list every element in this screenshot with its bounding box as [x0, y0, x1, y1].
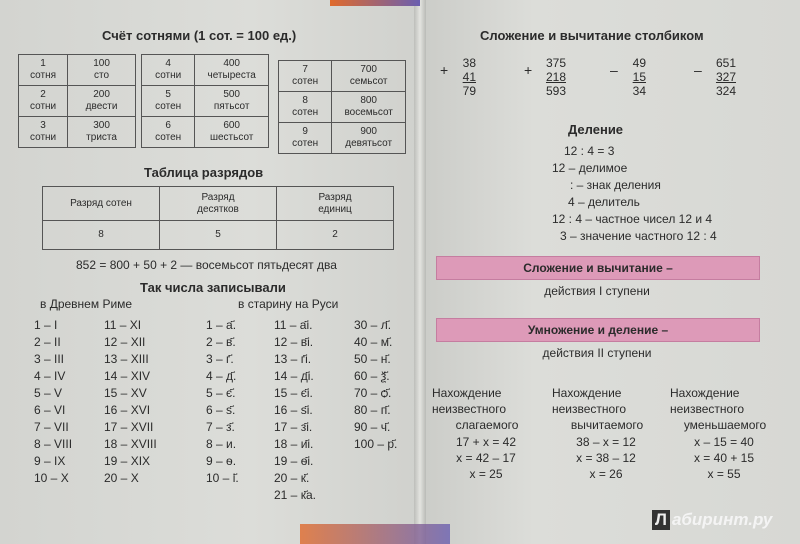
ranks-example: 852 = 800 + 50 + 2 — восемьсот пятьдесят два — [76, 258, 337, 272]
numeral-entry: 2 – II — [34, 335, 61, 349]
column-operand-r: 34 — [632, 84, 646, 98]
column-operand-r: 79 — [462, 84, 476, 98]
ranks-header-units: Разряд единиц — [277, 187, 394, 221]
hundreds-cell: 9 сотен — [279, 123, 332, 154]
equation-line: x = 55 — [707, 467, 741, 481]
equation-line: x = 42 – 17 — [456, 451, 516, 465]
numeral-entry: 7 – з҃. — [206, 420, 235, 434]
hundreds-cell: 4 сотни — [142, 55, 195, 86]
numeral-entry: 18 – и҃і. — [274, 437, 314, 451]
book-spine — [414, 0, 426, 544]
cover-edge-bottom — [300, 524, 450, 544]
numeral-entry: 50 – н҃. — [354, 352, 391, 366]
numeral-entry: 16 – ѕ҃і. — [274, 403, 313, 417]
rus-column-2 — [274, 317, 316, 504]
numeral-entry: 7 – VII — [34, 420, 69, 434]
ranks-header-tens: Разряд десятков — [160, 187, 277, 221]
division-line: : – знак деления — [570, 178, 661, 192]
find-heading-line: Нахождение — [432, 386, 502, 400]
hundreds-cell: 100 сто — [68, 55, 136, 86]
rus-column-3 — [354, 317, 397, 453]
hundreds-cell: 5 сотен — [142, 86, 195, 117]
column-operand-b: 327 — [715, 70, 736, 84]
hundreds-cell: 400 четыреста — [195, 55, 269, 86]
numeral-entry: 3 – г҃. — [206, 352, 234, 366]
numeral-entry: 60 – ѯ҃. — [354, 369, 390, 383]
numeral-entry: 4 – IV — [34, 369, 66, 383]
find-unknown-equations — [554, 434, 658, 482]
equation-line: x = 38 – 12 — [576, 451, 636, 465]
hundreds-cell: 900 девятьсот — [332, 123, 406, 154]
hundreds-cell: 2 сотни — [19, 86, 68, 117]
action-box-2-subtitle: действия II ступени — [542, 346, 652, 360]
column-operand-a: 49 — [632, 56, 646, 70]
hundreds-cell: 6 сотен — [142, 117, 195, 148]
find-heading-line: неизвестного — [670, 402, 745, 416]
numeral-entry: 19 – XIX — [104, 454, 151, 468]
hundreds-table-2 — [141, 54, 269, 148]
division-line: 12 – делимое — [552, 161, 628, 175]
numeral-entry: 11 – а҃і. — [274, 318, 313, 332]
numeral-entry: 9 – IX — [34, 454, 66, 468]
rome-subtitle: в Древнем Риме — [40, 297, 133, 311]
hundreds-cell: 800 восемьсот — [332, 92, 406, 123]
hundreds-title: Счёт сотнями (1 сот. = 100 ед.) — [102, 28, 297, 43]
numeral-entry: 80 – п҃. — [354, 403, 391, 417]
numeral-entry: 1 – I — [34, 318, 58, 332]
hundreds-cell: 600 шестьсот — [195, 117, 269, 148]
columns-title: Сложение и вычитание столбиком — [480, 28, 704, 43]
numeral-entry: 17 – XVII — [104, 420, 154, 434]
numeral-entry: 5 – є҃. — [206, 386, 236, 400]
numeral-entry: 13 – г҃і. — [274, 352, 312, 366]
numerals-title: Так числа записывали — [140, 280, 286, 295]
ranks-header-hundreds: Разряд сотен — [43, 187, 160, 221]
find-unknown-equations — [672, 434, 776, 482]
numeral-entry: 2 – в҃. — [206, 335, 236, 349]
division-line: 12 : 4 – частное чисел 12 и 4 — [552, 212, 713, 226]
numeral-entry: 20 – к҃. — [274, 471, 310, 485]
numeral-entry: 90 – ч҃. — [354, 420, 391, 434]
hundreds-cell: 200 двести — [68, 86, 136, 117]
find-unknown-heading — [670, 386, 780, 434]
division-line: 3 – значение частного 12 : 4 — [560, 229, 717, 243]
numeral-entry: 6 – ѕ҃. — [206, 403, 236, 417]
column-operand-b: 218 — [545, 70, 566, 84]
equation-line: x – 15 = 40 — [694, 435, 754, 449]
find-heading-line: уменьшаемого — [683, 418, 767, 432]
watermark — [652, 510, 772, 530]
ranks-title: Таблица разрядов — [144, 165, 264, 180]
rus-column-1 — [206, 317, 239, 487]
operation-sign: + — [440, 62, 449, 78]
numeral-entry: 40 – м҃. — [354, 335, 393, 349]
numeral-entry: 16 – XVI — [104, 403, 151, 417]
numeral-entry: 10 – і҃. — [206, 471, 239, 485]
action-box-1-title: Сложение и вычитание – — [436, 256, 760, 280]
numeral-entry: 3 – III — [34, 352, 65, 366]
numeral-entry: 15 – є҃і. — [274, 386, 313, 400]
cover-edge-top — [330, 0, 420, 6]
hundreds-cell: 300 триста — [68, 117, 136, 148]
ranks-value-hundreds: 8 — [43, 221, 160, 250]
watermark-text: абиринт.ру — [671, 510, 773, 529]
hundreds-cell: 700 семьсот — [332, 61, 406, 92]
ranks-value-units: 2 — [277, 221, 394, 250]
numeral-entry: 8 – VIII — [34, 437, 73, 451]
find-heading-line: неизвестного — [552, 402, 627, 416]
rus-subtitle: в старину на Руси — [238, 297, 339, 311]
numeral-entry: 11 – XI — [104, 318, 142, 332]
numeral-entry: 20 – X — [104, 471, 139, 485]
column-calculation — [706, 56, 736, 98]
division-lines — [530, 144, 760, 246]
column-calculation — [536, 56, 566, 98]
rome-column-1 — [34, 317, 72, 487]
column-operand-b: 15 — [632, 70, 646, 84]
column-calculation — [452, 56, 476, 98]
numeral-entry: 12 – XII — [104, 335, 146, 349]
find-heading-line: Нахождение — [670, 386, 740, 400]
column-operand-a: 375 — [545, 56, 566, 70]
hundreds-cell: 500 пятьсот — [195, 86, 269, 117]
operation-sign: – — [694, 62, 702, 78]
watermark-logo-letter: Л — [652, 510, 670, 530]
numeral-entry: 5 – V — [34, 386, 63, 400]
hundreds-table-3 — [278, 60, 406, 154]
numeral-entry: 30 – л҃. — [354, 318, 392, 332]
numeral-entry: 14 – XIV — [104, 369, 151, 383]
numeral-entry: 19 – ѳ҃і. — [274, 454, 314, 468]
find-unknown-heading — [432, 386, 542, 434]
find-unknown-equations — [434, 434, 538, 482]
column-calculation — [622, 56, 646, 98]
rome-column-2 — [104, 317, 157, 487]
division-line: 12 : 4 = 3 — [564, 144, 615, 158]
hundreds-cell: 8 сотен — [279, 92, 332, 123]
numeral-entry: 15 – XV — [104, 386, 147, 400]
operation-sign: – — [610, 62, 618, 78]
hundreds-table-1 — [18, 54, 136, 148]
find-heading-line: Нахождение — [552, 386, 622, 400]
hundreds-cell: 7 сотен — [279, 61, 332, 92]
numeral-entry: 17 – з҃і. — [274, 420, 313, 434]
hundreds-cell: 1 сотня — [19, 55, 68, 86]
numeral-entry: 1 – а҃. — [206, 318, 237, 332]
find-heading-line: неизвестного — [432, 402, 507, 416]
action-box-1-subtitle: действия I ступени — [544, 284, 650, 298]
equation-line: x = 40 + 15 — [693, 451, 755, 465]
column-operand-r: 593 — [545, 84, 566, 98]
equation-line: x = 25 — [469, 467, 503, 481]
division-line: 4 – делитель — [568, 195, 640, 209]
column-operand-b: 41 — [462, 70, 476, 84]
column-operand-r: 324 — [715, 84, 736, 98]
ranks-value-tens: 5 — [160, 221, 277, 250]
find-unknown-heading — [552, 386, 662, 434]
numeral-entry: 12 – в҃і. — [274, 335, 314, 349]
numeral-entry: 100 – р҃. — [354, 437, 398, 451]
numeral-entry: 70 – ѻ҃. — [354, 386, 392, 400]
numeral-entry: 10 – X — [34, 471, 69, 485]
action-box-2-title: Умножение и деление – — [436, 318, 760, 342]
numeral-entry: 4 – д҃. — [206, 369, 237, 383]
equation-line: x = 26 — [589, 467, 623, 481]
numeral-entry: 13 – XIII — [104, 352, 149, 366]
numeral-entry: 6 – VI — [34, 403, 66, 417]
hundreds-cell: 3 сотни — [19, 117, 68, 148]
operation-sign: + — [524, 62, 533, 78]
find-heading-line: слагаемого — [455, 418, 519, 432]
division-title: Деление — [568, 122, 624, 137]
numeral-entry: 9 – ѳ. — [206, 454, 237, 468]
equation-line: 38 – x = 12 — [576, 435, 636, 449]
column-operand-a: 38 — [462, 56, 476, 70]
numeral-entry: 21 – к҃а. — [274, 488, 316, 502]
equation-line: 17 + x = 42 — [455, 435, 517, 449]
column-operand-a: 651 — [715, 56, 736, 70]
find-heading-line: вычитаемого — [570, 418, 644, 432]
numeral-entry: 18 – XVIII — [104, 437, 157, 451]
ranks-table — [42, 186, 394, 250]
numeral-entry: 8 – и. — [206, 437, 237, 451]
numeral-entry: 14 – д҃і. — [274, 369, 314, 383]
